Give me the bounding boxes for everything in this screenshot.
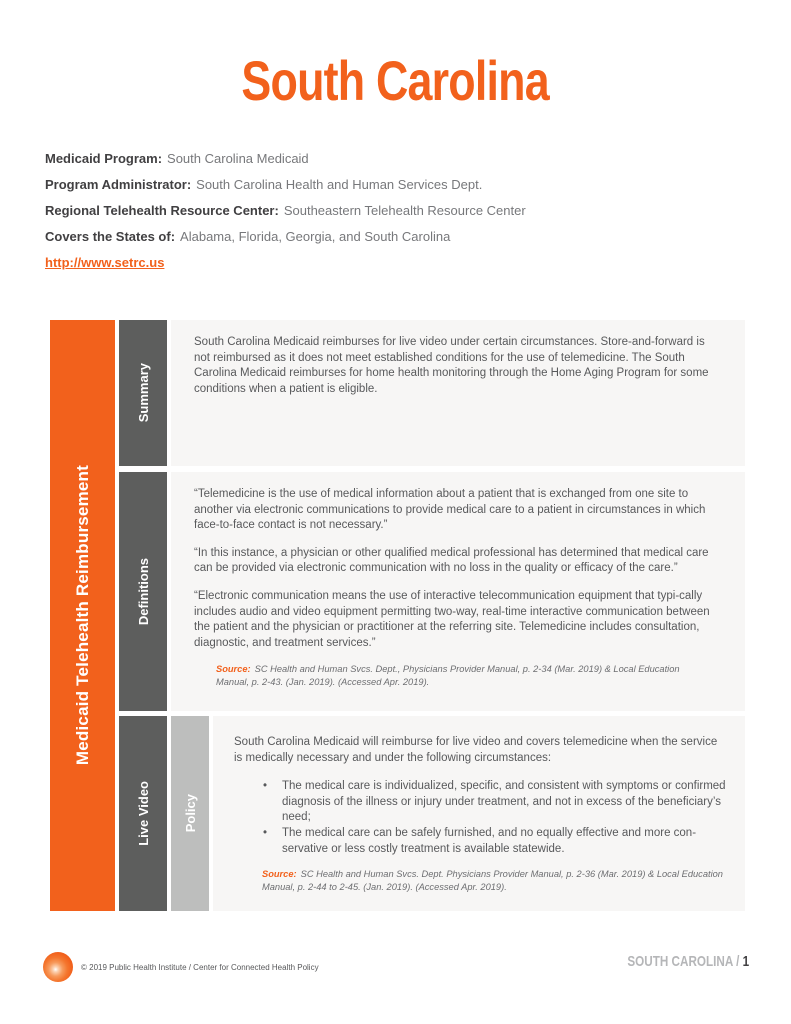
live-video-intro: South Carolina Medicaid will reimburse for live video and covers telemedicine when the service is medically necessary and under the following circumstances: <box>234 736 718 764</box>
category-rail-label: Medicaid Telehealth Reimbursement <box>72 465 92 766</box>
meta-line-covered-states <box>45 229 526 244</box>
meta-line-link <box>45 255 526 270</box>
definitions-paragraph: “Telemedicine is the use of medical information about a patient that is exchanged from one site to another via electronic communications to provide medical care to a patient in circumstances in which face-to-face contact is not necessary.” <box>194 488 706 532</box>
source-label: Source: <box>262 869 297 880</box>
meta-value: Southeastern Telehealth Resource Center <box>283 203 526 218</box>
tab-definitions <box>119 472 167 711</box>
tab-policy <box>171 716 209 911</box>
page-number: 1 <box>742 953 749 970</box>
meta-label: Regional Telehealth Resource Center: <box>45 203 279 218</box>
tab-definitions-label: Definitions <box>135 557 151 626</box>
matrix-rows <box>119 320 745 911</box>
definitions-source <box>216 663 713 688</box>
tab-live-video <box>119 716 167 911</box>
tab-summary <box>119 320 167 466</box>
meta-value: Alabama, Florida, Georgia, and South Carolina <box>180 229 451 244</box>
copyright-text: © 2019 Public Health Institute / Center for Connected Health Policy <box>81 963 319 972</box>
meta-line-program-administrator <box>45 177 526 192</box>
footer-state-label: SOUTH CAROLINA / <box>627 953 740 970</box>
list-item: • The medical care can be safely furnished, and no equally effective and more con-servative or less costly treatment is available statewide. <box>234 826 727 857</box>
reimbursement-matrix <box>50 320 745 911</box>
meta-value: South Carolina Health and Human Services Dept. <box>196 177 483 192</box>
tab-live-video-label: Live Video <box>135 781 151 846</box>
live-video-section <box>119 716 745 911</box>
source-text: SC Health and Human Svcs. Dept. Physicians Provider Manual, p. 2-36 (Mar. 2019) & Local Education Manual, p. 2-44 to 2-45. (Jan. 2019). (Accessed Apr. 2019). <box>262 869 723 892</box>
page-title-text: South Carolina <box>241 49 550 112</box>
list-item: • The medical care is individualized, specific, and consistent with symptoms or confirmed diagnosis of the illness or injury under treatment, and not in excess of the beneficiary’s need; <box>234 779 727 826</box>
tab-policy-label: Policy <box>182 794 198 833</box>
definitions-paragraph: “In this instance, a physician or other qualified medical professional has determined that medical care can be provided via electronic communication with no loss in the quality or efficacy of the care.” <box>194 546 709 575</box>
definitions-content <box>171 472 745 711</box>
live-video-source <box>262 868 727 893</box>
source-text: SC Health and Human Svcs. Dept., Physicians Provider Manual, p. 2-34 (Mar. 2019) & Local Education Manual, p. 2-43. (Jan. 2019). (Accessed Apr. 2019). <box>216 664 680 687</box>
summary-content <box>171 320 745 466</box>
page-title <box>0 48 791 113</box>
live-video-bullet-list <box>234 779 727 857</box>
program-info-block <box>45 151 526 281</box>
definitions-section <box>119 472 745 711</box>
meta-label: Medicaid Program: <box>45 151 163 166</box>
source-label: Source: <box>216 664 251 675</box>
footer-page-tag <box>593 953 749 970</box>
meta-line-medicaid-program <box>45 151 526 166</box>
meta-line-resource-center <box>45 203 526 218</box>
cchp-sun-logo <box>43 952 73 982</box>
summary-text: South Carolina Medicaid reimburses for live video under certain circumstances. Store-and-forward is not reimbursed as it does not meet established conditions for the use of telemedicine. The South Carolina Medicaid reimburses for home health monitoring through the Home Aging Program for some conditions when a patient is eligible. <box>194 336 709 395</box>
live-video-content <box>213 716 745 911</box>
meta-value: South Carolina Medicaid <box>167 151 309 166</box>
tab-summary-label: Summary <box>135 363 151 423</box>
category-rail <box>50 320 115 911</box>
meta-label: Covers the States of: <box>45 229 176 244</box>
definitions-paragraph: “Electronic communication means the use of interactive telecommunication equipment that typi-cally includes audio and video equipment permitting two-way, real-time interactive communication between the patient and the physician or practitioner at the referring site. Telemedicine includes consultation, diagnostic, and treatment services.” <box>194 589 710 649</box>
summary-section <box>119 320 745 466</box>
meta-label: Program Administrator: <box>45 177 192 192</box>
setrc-link[interactable]: http://www.setrc.us <box>45 255 165 270</box>
